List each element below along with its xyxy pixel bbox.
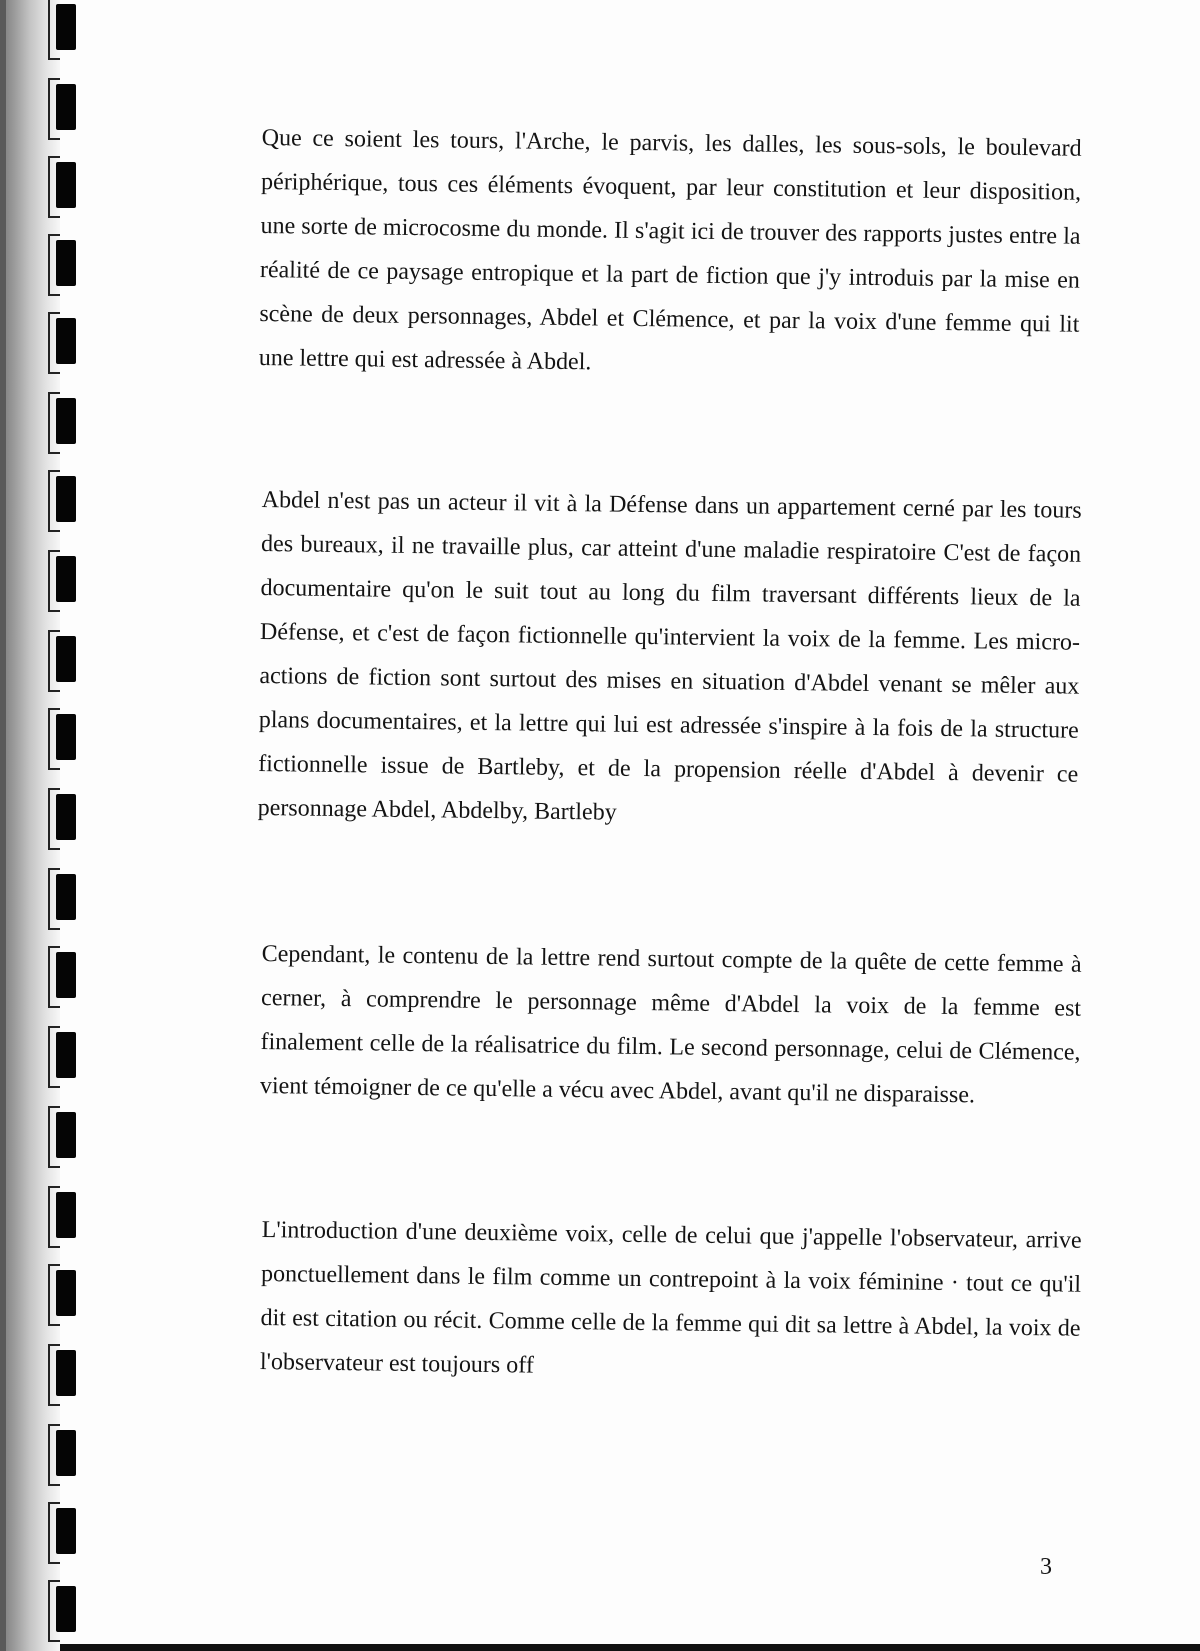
paragraph-text: Cependant, le contenu de la lettre rend surtout compte de la quête de cette femme à cerner, à comprendre le personnage même d'Abdel la voix de la femme est finalement celle de la réalisatrice du film. Le second personnage, celui de Clémence, vient témoigner de ce qu'elle a vécu avec Abdel, avant qu'il ne disparaisse. <box>259 940 1082 1109</box>
binding-hole <box>56 952 76 998</box>
binding-hole <box>56 162 76 208</box>
binding-edge <box>0 0 6 1651</box>
paragraph-4 <box>260 1208 1082 1395</box>
paragraph-1 <box>259 116 1082 391</box>
binding-hole <box>56 476 76 522</box>
paragraph-text: Abdel n'est pas un acteur il vit à la Défense dans un appartement cerné par les tours des bureaux, il ne travaille plus, car atteint d'une maladie respiratoire C'est de façon documentaire qu'on le suit tout au long du film traversant différents lieux de la Défense, et c'est de façon fictionnelle qu'intervient la voix de la femme. Les micro-actions de fiction sont surtout des mises en situation d'Abdel venant se mêler aux plans documentaires, et la lettre qui lui est adressée s'inspire à la fois de la structure fictionnelle issue de Bartleby, et de la propension réelle d'Abdel à devenir ce personnage Abdel, Abdelby, Bartleby <box>257 486 1082 826</box>
paragraph-text: Que ce soient les tours, l'Arche, le parvis, les dalles, les sous-sols, le boulevard périphérique, tous ces éléments évoquent, par leur constitution et leur disposition, une sorte de microcosme du monde. Il s'agit ici de trouver des rapports justes entre la réalité de ce paysage entropique et la part de fiction que j'y introduis par la mise en scène de deux personnages, Abdel et Clémence, et par la voix d'une femme qui lit une lettre qui est adressée à Abdel. <box>258 124 1082 376</box>
binding-hole <box>56 556 76 602</box>
binding-hole <box>56 794 76 840</box>
page-bottom-edge <box>60 1644 1200 1651</box>
binding-hole <box>56 636 76 682</box>
binding-hole <box>56 1112 76 1158</box>
page-number: 3 <box>1040 1554 1052 1580</box>
binding-hole <box>56 1350 76 1396</box>
binding-hole <box>56 1508 76 1554</box>
binding-hole <box>56 874 76 920</box>
binding-hole <box>56 714 76 760</box>
binding-hole <box>56 1430 76 1476</box>
binding-hole <box>56 1192 76 1238</box>
binding-hole <box>56 1586 76 1632</box>
binding-hole <box>56 1270 76 1316</box>
paragraph-3 <box>260 932 1082 1119</box>
binding-hole <box>56 4 76 50</box>
paragraph-2 <box>257 478 1082 841</box>
binding-hole <box>56 318 76 364</box>
binding-hole <box>56 398 76 444</box>
binding-hole <box>56 240 76 286</box>
paragraph-text: L'introduction d'une deuxième voix, celle de celui que j'appelle l'observateur, arrive ponctuellement dans le film comme un contrepoint à la voix féminine · tout ce qu'il dit est citation ou récit. Comme celle de la femme qui dit sa lettre à Abdel, la voix de l'observateur est toujours off <box>259 1216 1082 1379</box>
binding-hole <box>56 84 76 130</box>
binding-hole <box>56 1032 76 1078</box>
